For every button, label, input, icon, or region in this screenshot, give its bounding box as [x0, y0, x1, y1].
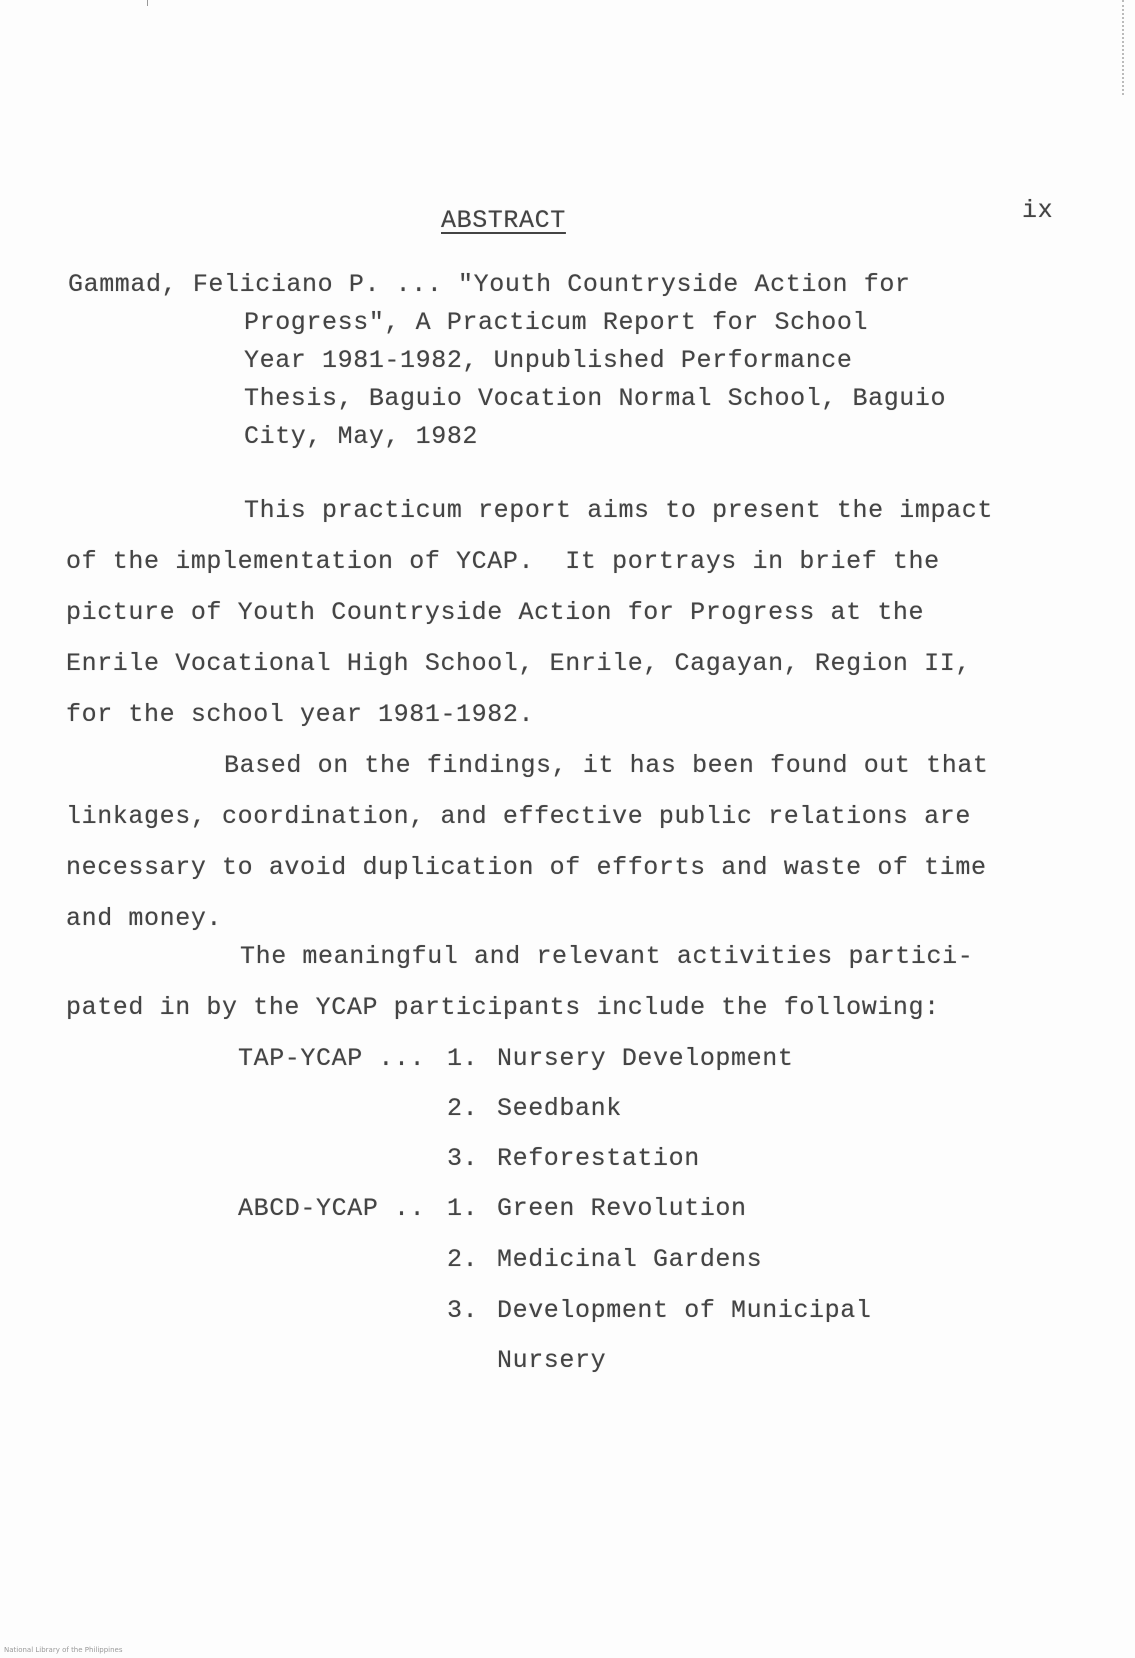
citation-line: City, May, 1982 [244, 422, 479, 451]
scan-edge-dots [1122, 0, 1126, 95]
paragraph-line: of the implementation of YCAP. It portrays in brief the [66, 547, 940, 576]
paragraph-line: and money. [66, 904, 223, 933]
list-item-number: 3. [447, 1144, 479, 1173]
citation-line: Thesis, Baguio Vocation Normal School, Baguio [244, 384, 947, 413]
paragraph-line: pated in by the YCAP participants include the following: [66, 993, 940, 1022]
citation-line: Progress", A Practicum Report for School [244, 308, 869, 337]
list-item-text: Medicinal Gardens [497, 1245, 763, 1274]
citation-line: Year 1981-1982, Unpublished Performance [244, 346, 853, 375]
paragraph-line: The meaningful and relevant activities partici- [240, 942, 974, 971]
list-item-number: 2. [447, 1245, 479, 1274]
list-item-number: 1. [447, 1044, 479, 1073]
citation-line: Gammad, Feliciano P. ... "Youth Countryside Action for [68, 270, 911, 299]
paragraph-line: This practicum report aims to present the impact [244, 496, 993, 525]
list-item-text: Green Revolution [497, 1194, 747, 1223]
list-item-number: 1. [447, 1194, 479, 1223]
list-label: TAP-YCAP ... [238, 1044, 426, 1073]
paragraph-line: for the school year 1981-1982. [66, 700, 535, 729]
list-item-text: Development of Municipal [497, 1296, 872, 1325]
page-title: ABSTRACT [441, 206, 566, 235]
list-label: ABCD-YCAP .. [238, 1194, 426, 1223]
scan-footer: National Library of the Philippines [4, 1646, 123, 1654]
scan-mark [147, 0, 148, 6]
paragraph-line: Based on the findings, it has been found out that [224, 751, 989, 780]
page-number: ix [1022, 196, 1054, 225]
list-item-text: Reforestation [497, 1144, 700, 1173]
paragraph-line: linkages, coordination, and effective public relations are [66, 802, 971, 831]
list-item-number: 2. [447, 1094, 479, 1123]
list-item-text: Nursery Development [497, 1044, 794, 1073]
list-item-text: Seedbank [497, 1094, 622, 1123]
list-item-number: 3. [447, 1296, 479, 1325]
paragraph-line: necessary to avoid duplication of efforts and waste of time [66, 853, 987, 882]
list-item-text: Nursery [497, 1346, 607, 1375]
paragraph-line: picture of Youth Countryside Action for Progress at the [66, 598, 925, 627]
paragraph-line: Enrile Vocational High School, Enrile, Cagayan, Region II, [66, 649, 971, 678]
